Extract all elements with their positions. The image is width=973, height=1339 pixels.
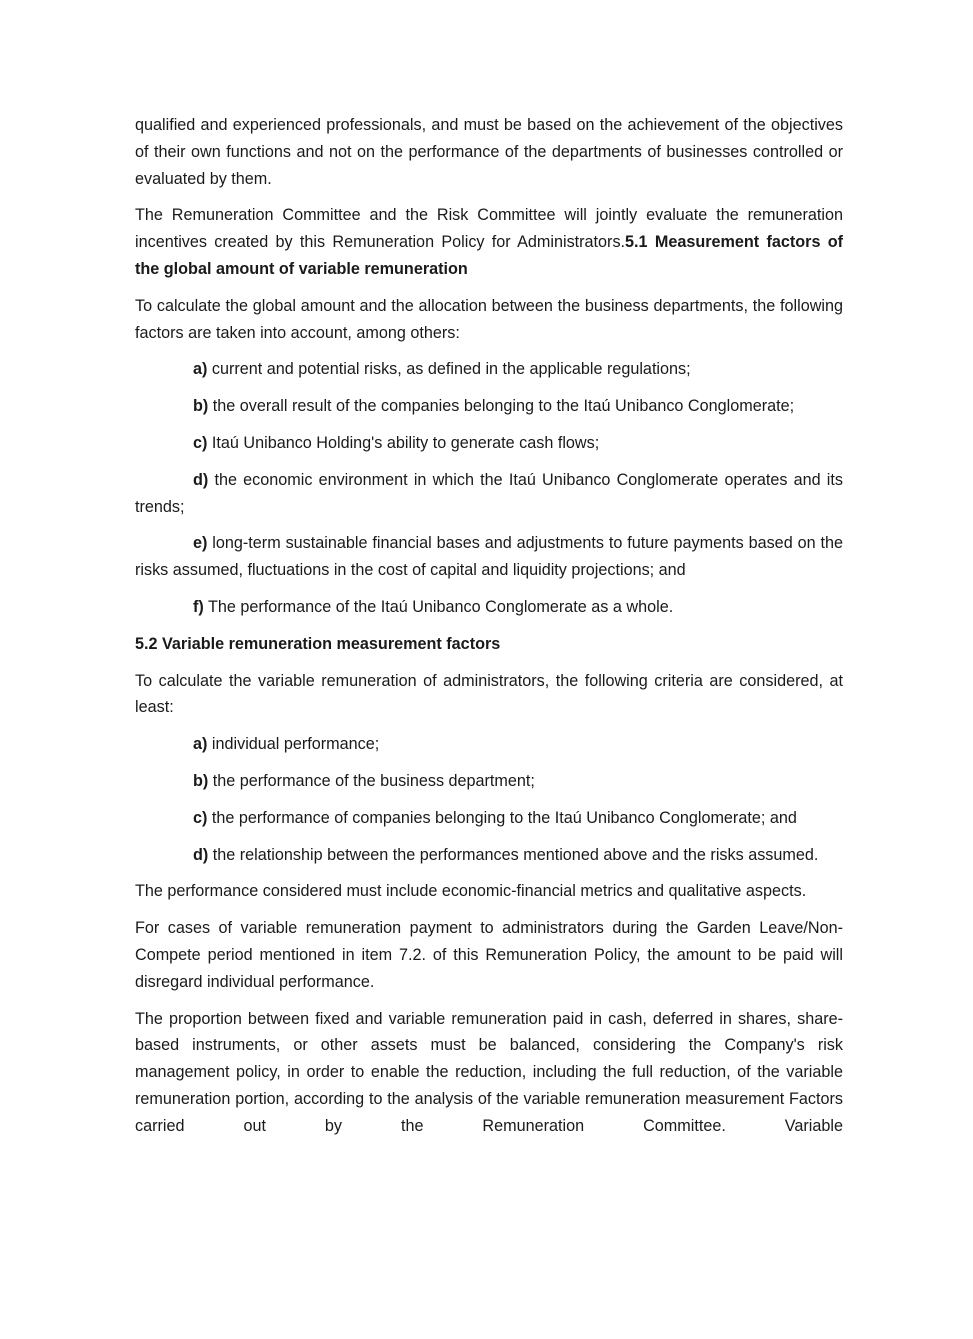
list-item <box>135 805 843 832</box>
list-item-letter: c) <box>193 433 208 452</box>
paragraph-global-amount: To calculate the global amount and the allocation between the business departments, the following factors are taken into account, among others: <box>135 296 843 342</box>
section-5-1-heading: 5.1 Measurement factors of the global amount of variable remuneration <box>135 233 844 278</box>
list-item-letter: a) <box>193 360 208 379</box>
section-5-2-heading: 5.2 Variable remuneration measurement factors <box>135 634 501 653</box>
list-item-letter: c) <box>193 808 208 827</box>
list-item <box>135 467 843 521</box>
list-item <box>135 430 843 457</box>
list-item-letter: a) <box>193 735 208 754</box>
list-item <box>135 356 843 383</box>
list-item-text: the relationship between the performances mentioned above and the risks assumed. <box>208 845 819 864</box>
list-item-letter: f) <box>193 597 204 616</box>
list-item <box>135 594 843 621</box>
list-item <box>135 768 843 795</box>
list-item <box>135 530 843 584</box>
list-item-text: current and potential risks, as defined in the applicable regulations; <box>207 360 691 379</box>
list-item-text: individual performance; <box>207 735 380 754</box>
list-item-letter: b) <box>193 771 209 790</box>
paragraph-committee-text: The Remuneration Committee and the Risk Committee will jointly evaluate the remuneration incentives created by this Remuneration Policy for Administrators. <box>135 206 843 252</box>
list-item-text: Itaú Unibanco Holding's ability to generate cash flows; <box>207 433 600 452</box>
list-item <box>135 393 843 420</box>
list-item-text: the performance of companies belonging to the Itaú Unibanco Conglomerate; and <box>207 808 797 827</box>
list-item-letter: d) <box>193 470 209 489</box>
list-item-text: the overall result of the companies belonging to the Itaú Unibanco Conglomerate; <box>208 397 795 416</box>
document-page <box>135 112 843 1150</box>
list-item-text: long-term sustainable financial bases and adjustments to future payments based on the risks assumed, fluctuations in the cost of capital and liquidity projections; and <box>135 534 843 580</box>
paragraph-intro: qualified and experienced professionals, and must be based on the achievement of the objectives of their own functions and not on the performance of the departments of businesses controlled or evaluated by them. <box>135 116 843 188</box>
paragraph-performance-metrics: The performance considered must include economic-financial metrics and qualitative aspects. <box>135 882 807 901</box>
list-item-letter: d) <box>193 845 209 864</box>
list-item-text: The performance of the Itaú Unibanco Conglomerate as a whole. <box>203 597 674 616</box>
paragraph-garden-leave: For cases of variable remuneration payment to administrators during the Garden Leave/Non-Compete period mentioned in item 7.2. of this Remuneration Policy, the amount to be paid will disregard individual performance. <box>135 919 843 991</box>
paragraph-variable-criteria: To calculate the variable remuneration of administrators, the following criteria are considered, at least: <box>135 671 843 717</box>
paragraph-committee <box>135 202 843 282</box>
paragraph-proportion: The proportion between fixed and variable remuneration paid in cash, deferred in shares, share-based instruments, or other assets must be balanced, considering the Company's risk management policy, in order to enable the reduction, including the full reduction, of the variable remuneration portion, according to the analysis of the variable remuneration measurement Factors carried out by the Remuneration Committee. Variable <box>135 1009 843 1135</box>
list-item <box>135 731 843 758</box>
list-item <box>135 842 843 869</box>
list-item-text: the economic environment in which the Itaú Unibanco Conglomerate operates and its trends; <box>135 470 843 516</box>
list-item-letter: b) <box>193 397 209 416</box>
list-item-text: the performance of the business department; <box>208 771 535 790</box>
list-item-letter: e) <box>193 534 208 553</box>
